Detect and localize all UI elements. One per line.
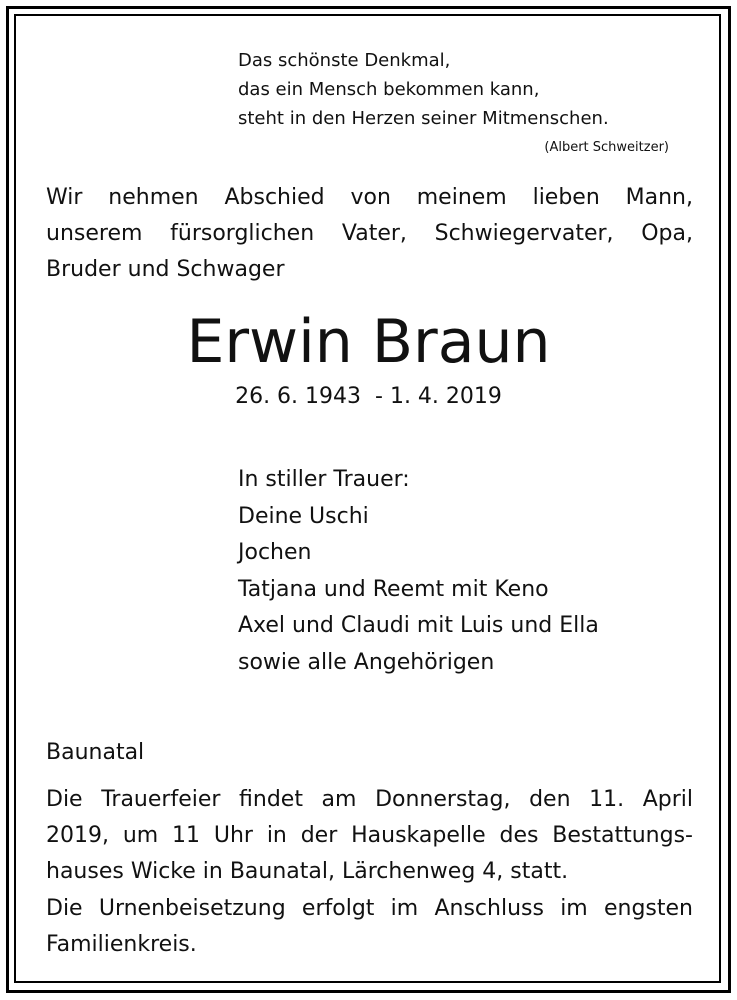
intro-line: Wir nehmen Abschied von meinem lieben Mann,	[46, 185, 693, 210]
mourners-heading: In stiller Trauer:	[238, 467, 410, 492]
intro-line: unserem fürsorglichen Vater, Schwiegervater, Opa,	[46, 221, 693, 246]
notice-line: Die Trauerfeier findet am Donnerstag, den 11. April	[46, 787, 693, 812]
notice-line: 2019, um 11 Uhr in der Hauskapelle des Bestattungs-	[46, 823, 693, 849]
mourner-name: sowie alle Angehörigen	[238, 649, 495, 675]
quote-line: Das schönste Denkmal,	[238, 50, 451, 71]
deceased-name: Erwin Braun	[186, 307, 551, 377]
quote-line: das ein Mensch bekommen kann,	[238, 79, 540, 100]
notice-line: Familienkreis.	[46, 931, 197, 957]
quote-block	[238, 46, 609, 133]
mourner-name: Axel und Claudi mit Luis und Ella	[238, 613, 599, 638]
life-dates: 26. 6. 1943 - 1. 4. 2019	[235, 384, 502, 409]
funeral-notice	[46, 782, 693, 963]
intro-text	[46, 180, 693, 288]
mourner-name: Jochen	[238, 540, 312, 565]
notice-line: Die Urnenbeisetzung erfolgt im Anschluss im engsten	[46, 895, 693, 921]
notice-line: hauses Wicke in Baunatal, Lärchenweg 4, statt.	[46, 859, 569, 885]
intro-line: Bruder und Schwager	[46, 257, 285, 282]
mourners-block	[238, 462, 599, 681]
mourner-name: Deine Uschi	[238, 503, 369, 529]
location: Baunatal	[46, 740, 145, 765]
mourner-name: Tatjana und Reemt mit Keno	[238, 576, 549, 602]
quote-attribution: (Albert Schweitzer)	[544, 140, 669, 155]
quote-line: steht in den Herzen seiner Mitmenschen.	[238, 108, 609, 129]
